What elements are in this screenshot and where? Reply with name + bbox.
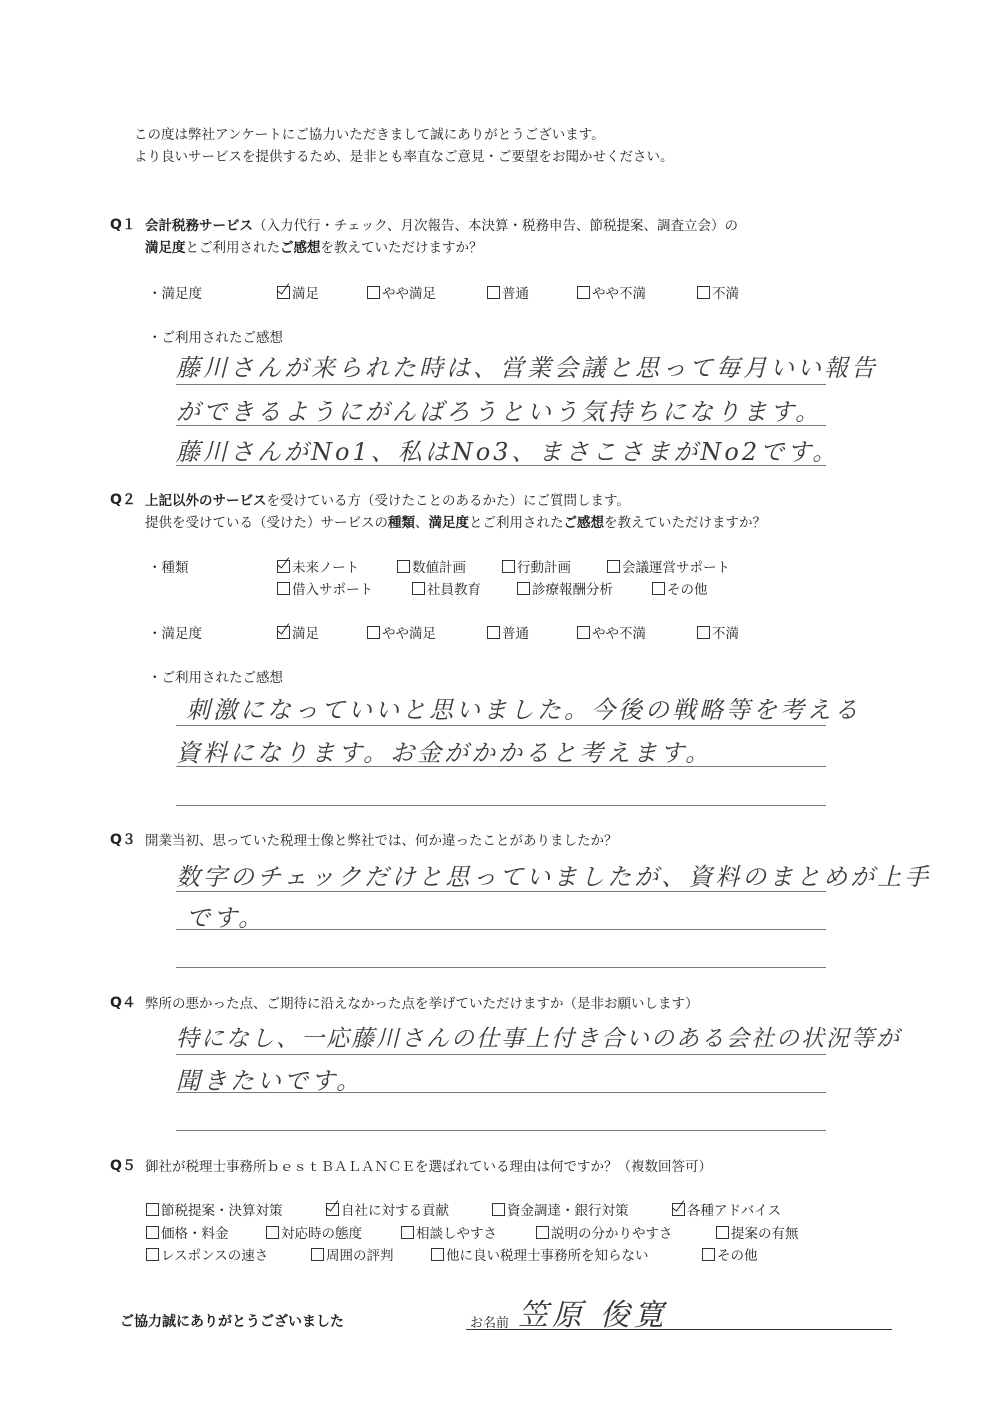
checkbox-icon bbox=[517, 582, 530, 595]
checkbox-icon bbox=[716, 1226, 729, 1239]
answer-rule bbox=[176, 1054, 826, 1055]
checkbox-icon bbox=[277, 582, 290, 595]
checked-checkbox-icon bbox=[326, 1203, 339, 1216]
checkbox-icon bbox=[702, 1248, 715, 1261]
q2-type-meeting-support[interactable]: 会議運営サポート bbox=[607, 556, 730, 576]
checkbox-icon bbox=[487, 626, 500, 639]
q2-type-action-plan[interactable]: 行動計画 bbox=[502, 556, 571, 576]
checkbox-icon bbox=[577, 286, 590, 299]
q2-option-neutral[interactable]: 普通 bbox=[487, 622, 529, 642]
q5-option-contribution[interactable]: 自社に対する貢献 bbox=[326, 1199, 449, 1219]
answer-rule bbox=[176, 967, 826, 968]
q5-option-response-speed[interactable]: レスポンスの速さ bbox=[146, 1244, 268, 1264]
q5-option-financing[interactable]: 資金調達・銀行対策 bbox=[492, 1199, 629, 1219]
q5-option-price[interactable]: 価格・料金 bbox=[146, 1222, 229, 1242]
q1-option-neutral[interactable]: 普通 bbox=[487, 282, 529, 302]
q3-answer-line-1: 数字のチェックだけと思っていましたが、資料のまとめが上手 bbox=[176, 863, 932, 891]
q5-option-no-alternative[interactable]: 他に良い税理士事務所を知らない bbox=[431, 1244, 649, 1264]
q2-number: Q２ bbox=[110, 492, 136, 508]
answer-rule bbox=[176, 766, 826, 767]
q5-option-tax-saving[interactable]: 節税提案・決算対策 bbox=[146, 1199, 283, 1219]
checkbox-icon bbox=[607, 560, 620, 573]
q5-option-attitude[interactable]: 対応時の態度 bbox=[266, 1222, 362, 1242]
checkbox-icon bbox=[311, 1248, 324, 1261]
checked-checkbox-icon bbox=[277, 626, 290, 639]
name-underline bbox=[466, 1329, 892, 1330]
checked-checkbox-icon bbox=[672, 1203, 685, 1216]
q4-number: Q４ bbox=[110, 995, 136, 1011]
intro-line-2: より良いサービスを提供するため、是非とも率直なご意見・ご要望をお聞かせください。 bbox=[134, 149, 674, 165]
q1-option-somewhat-dissatisfied[interactable]: やや不満 bbox=[577, 282, 646, 302]
checkbox-icon bbox=[697, 286, 710, 299]
checkbox-icon bbox=[367, 626, 380, 639]
q4-answer-line-2: 聞きたいです。 bbox=[176, 1067, 364, 1095]
q2-question-line-1: 上記以外のサービスを受けている方（受けたことのあるかた）にご質問します。 bbox=[145, 493, 630, 509]
answer-rule bbox=[176, 1130, 826, 1131]
q5-option-other[interactable]: その他 bbox=[702, 1244, 758, 1264]
q2-type-label: ・種類 bbox=[148, 560, 189, 576]
q2-type-other[interactable]: その他 bbox=[652, 578, 708, 598]
q1-comment-label: ・ご利用されたご感想 bbox=[148, 330, 283, 346]
q1-answer-line-1: 藤川さんが来られた時は、営業会議と思って毎月いい報告 bbox=[176, 354, 878, 382]
checkbox-icon bbox=[652, 582, 665, 595]
checkbox-icon bbox=[697, 626, 710, 639]
q2-option-somewhat-dissatisfied[interactable]: やや不満 bbox=[577, 622, 646, 642]
q5-option-advice[interactable]: 各種アドバイス bbox=[672, 1199, 781, 1219]
answer-rule bbox=[176, 1092, 826, 1093]
q2-option-somewhat-satisfied[interactable]: やや満足 bbox=[367, 622, 436, 642]
checkbox-icon bbox=[502, 560, 515, 573]
checkbox-icon bbox=[431, 1248, 444, 1261]
name-label: お名前 bbox=[470, 1316, 510, 1331]
checkbox-icon bbox=[492, 1203, 505, 1216]
q4-answer-line-1: 特になし、一応藤川さんの仕事上付き合いのある会社の状況等が bbox=[176, 1026, 901, 1052]
q1-number: Q１ bbox=[110, 217, 136, 233]
q4-question: 弊所の悪かった点、ご期待に沿えなかった点を挙げていただけますか（是非お願いします） bbox=[145, 996, 699, 1012]
q5-number: Q５ bbox=[110, 1158, 136, 1174]
q1-satisfaction-label: ・満足度 bbox=[148, 286, 202, 302]
q1-option-dissatisfied[interactable]: 不満 bbox=[697, 282, 739, 302]
checkbox-icon bbox=[367, 286, 380, 299]
q2-comment-label: ・ご利用されたご感想 bbox=[148, 670, 283, 686]
checkbox-icon bbox=[266, 1226, 279, 1239]
checkbox-icon bbox=[146, 1226, 159, 1239]
checkbox-icon bbox=[146, 1203, 159, 1216]
q5-option-proposals[interactable]: 提案の有無 bbox=[716, 1222, 799, 1242]
answer-rule bbox=[176, 929, 826, 930]
q1-option-somewhat-satisfied[interactable]: やや満足 bbox=[367, 282, 436, 302]
q1-option-satisfied[interactable]: 満足 bbox=[277, 282, 319, 302]
answer-rule bbox=[176, 465, 826, 466]
answer-rule bbox=[176, 425, 826, 426]
q5-option-reputation[interactable]: 周囲の評判 bbox=[311, 1244, 394, 1264]
answer-rule bbox=[176, 891, 826, 892]
q3-question: 開業当初、思っていた税理士像と弊社では、何か違ったことがありましたか？ bbox=[145, 833, 618, 849]
q3-number: Q３ bbox=[110, 832, 136, 848]
q2-type-numeric-plan[interactable]: 数値計画 bbox=[397, 556, 466, 576]
q1-answer-line-3: 藤川さんがNo1、私はNo3、まさこさまがNo2です。 bbox=[176, 438, 840, 466]
q2-type-mirai-note[interactable]: 未来ノート bbox=[277, 556, 359, 576]
checkbox-icon bbox=[487, 286, 500, 299]
q2-type-staff-training[interactable]: 社員教育 bbox=[412, 578, 481, 598]
q2-answer-line-2: 資料になります。お金がかかると考えます。 bbox=[176, 739, 713, 767]
q2-answer-line-1: 刺激になっていいと思いました。今後の戦略等を考える bbox=[186, 696, 861, 724]
name-value: 笠原 俊寛 bbox=[518, 1298, 668, 1333]
q3-answer-line-2: です。 bbox=[186, 904, 266, 932]
answer-rule bbox=[176, 725, 826, 726]
q2-question-line-2: 提供を受けている（受けた）サービスの種類、満足度とご利用されたご感想を教えていただけますか？ bbox=[145, 515, 766, 531]
q5-option-easy-to-consult[interactable]: 相談しやすさ bbox=[401, 1222, 497, 1242]
q2-option-dissatisfied[interactable]: 不満 bbox=[697, 622, 739, 642]
checkbox-icon bbox=[401, 1226, 414, 1239]
checked-checkbox-icon bbox=[277, 560, 290, 573]
answer-rule bbox=[176, 384, 826, 385]
checkbox-icon bbox=[577, 626, 590, 639]
q5-question: 御社が税理士事務所ｂｅｓｔＢＡＬＡＮＣＥを選ばれている理由は何ですか？（複数回答可） bbox=[145, 1159, 712, 1175]
checkbox-icon bbox=[412, 582, 425, 595]
footer-thanks: ご協力誠にありがとうございました bbox=[120, 1314, 344, 1330]
intro-line-1: この度は弊社アンケートにご協力いただきまして誠にありがとうございます。 bbox=[134, 127, 605, 143]
q5-option-clear-explanation[interactable]: 説明の分かりやすさ bbox=[536, 1222, 673, 1242]
answer-rule bbox=[176, 805, 826, 806]
q2-type-medical-fee-analysis[interactable]: 診療報酬分析 bbox=[517, 578, 613, 598]
checkbox-icon bbox=[536, 1226, 549, 1239]
q1-question-line-1: 会計税務サービス（入力代行・チェック、月次報告、本決算・税務申告、節税提案、調査立会）の bbox=[145, 218, 739, 234]
q2-option-satisfied[interactable]: 満足 bbox=[277, 622, 319, 642]
q2-type-loan-support[interactable]: 借入サポート bbox=[277, 578, 373, 598]
q2-satisfaction-label: ・満足度 bbox=[148, 626, 202, 642]
q1-answer-line-2: ができるようにがんばろうという気持ちになります。 bbox=[176, 398, 823, 426]
checkbox-icon bbox=[146, 1248, 159, 1261]
checked-checkbox-icon bbox=[277, 286, 290, 299]
checkbox-icon bbox=[397, 560, 410, 573]
q1-question-line-2: 満足度とご利用されたご感想を教えていただけますか？ bbox=[145, 240, 483, 256]
